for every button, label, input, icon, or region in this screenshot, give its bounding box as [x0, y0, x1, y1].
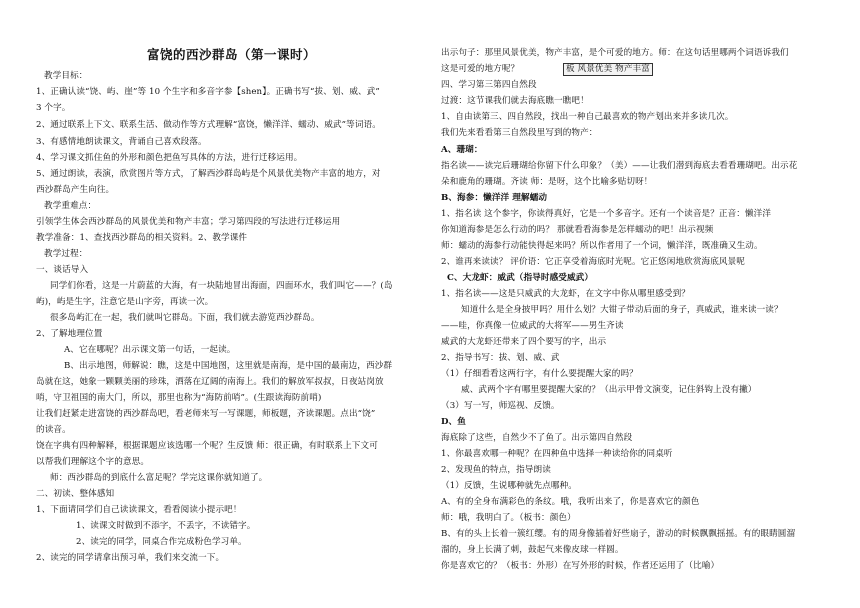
text-line: 2、指导书写：拔、划、威、武: [441, 353, 560, 363]
text-line: 2、读完的同学请拿出预习单，我们来交流一下。: [36, 553, 225, 563]
text-line: B、出示地图，师解说：瞧，这是中国地图，这里就是南海，是中国的最南边，西沙群: [64, 361, 393, 371]
subheading: A、珊瑚：: [441, 145, 483, 155]
text-line: 5、通过朗读，表演，欣赏图片等方式，了解西沙群岛屿是个风景优美物产丰富的地方，对: [36, 169, 381, 179]
text-line: 你知道海参是怎么行动的吗？ 那就看看海参是怎样蠕动的吧！出示视频: [441, 225, 714, 235]
text-line: 海底除了这些，自然少不了鱼了。出示第四自然段: [441, 433, 633, 443]
section-heading: 教学目标：: [44, 71, 88, 81]
text-line: 朵和鹿角的珊瑚。齐读 师：是呀，这个比喻多贴切呀！: [441, 177, 653, 187]
text-line: 1、指名读——这是只威武的大龙虾，在文字中你从哪里感受到？: [441, 289, 690, 299]
subheading: B、海参：懒洋洋 理解蠕动: [441, 193, 548, 203]
text-line: 出示句子：那里风景优美，物产丰富，是个可爱的地方。师：在这句话里哪两个词语诉我们: [441, 48, 789, 58]
text-line: 指名读——读完后珊瑚给你留下什么印象？（美）——让我们潜到海底去看看珊瑚吧。出示花: [441, 161, 798, 171]
text-line: 饶在字典有四种解释，根据课题应该选哪一个呢？生反馈 师：很正确，有时联系上下文可: [36, 441, 378, 451]
text-line: （1）反馈，生说哪种就先点哪种。: [441, 481, 577, 491]
text-line: 教学准备：1、查找西沙群岛的相关资料。2、教学课件: [36, 233, 248, 243]
text-line: 同学们你看，这是一片蔚蓝的大海，有一块陆地冒出海面，四面环水，我们叫它——？(岛: [50, 281, 393, 291]
section-heading: 二、初读、整体感知: [36, 489, 115, 499]
text-line: 2、发现鱼的特点，指导朗读: [441, 465, 551, 475]
text-line: 的读音。: [36, 425, 71, 435]
text-line: A、有的全身布满彩色的条纹。哦，我听出来了，你是喜欢它的颜色: [441, 497, 700, 507]
text-line: B、有的头上长着一簇红缨。有的周身像插着好些扇子，游动的时候飘飘摇摇。有的眼睛圆溜: [441, 529, 796, 539]
text-line: 让我们赶紧走进富饶的西沙群岛吧，看老师来写一写课题，师板题，齐读课题。点出“饶”: [36, 409, 376, 419]
text-line: 引领学生体会西沙群岛的风景优美和物产丰富；学习第四段的写法进行迁移运用: [36, 217, 341, 227]
text-line: 一、谈话导入: [36, 265, 89, 275]
subheading: C、大龙虾：威武（指导时感受威武）: [447, 273, 594, 283]
text-line: 2、读完的同学，同桌合作完成粉色学习单。: [76, 537, 247, 547]
text-line: 溜的，身上长满了刺，鼓起气来像皮球一样圆。: [441, 545, 624, 555]
text-line: 3、有感情地朗读课文，背诵自己喜欢段落。: [36, 137, 207, 147]
text-line: A、它在哪呢？出示课文第一句话，一起读。: [64, 345, 236, 355]
text-line: 1、下面请同学们自己读读课文，看看阅读小提示吧！: [36, 505, 242, 515]
text-line: （3）写一写，师巡视、反馈。: [441, 401, 560, 411]
text-line: 西沙群岛产生向往。: [36, 185, 115, 195]
section-heading: 教学重难点：: [44, 201, 97, 211]
text-line: （1）仔细看看这两行字，有什么要提醒大家的吗？: [441, 369, 638, 379]
text-line: 3 个字。: [36, 103, 71, 113]
text-line: 2、了解地理位置: [36, 329, 103, 339]
subheading: D、鱼: [441, 417, 466, 427]
text-line: 1、自由读第三、四自然段，找出一种自己最喜欢的物产划出来并多读几次。: [441, 112, 734, 122]
text-line: 1、指名读 这个参字，你读得真好，它是一个多音字。还有一个读音是？正音：懒洋洋: [441, 209, 772, 219]
text-line: 你是喜欢它的？（板书：外形）在写外形的时候，作者还运用了（比喻）: [441, 561, 720, 571]
text-line: 师：蠕动的海参行动能快得起来吗？所以作者用了一个词，懒洋洋，既准确又生动。: [441, 241, 763, 251]
text-line: 屿)，屿是生字，注意它是山字旁，再读一次。: [36, 297, 214, 307]
board-note: 板 风景优美 物产丰富: [563, 63, 653, 76]
text-line: 以帮我们理解这个字的意思。: [36, 457, 150, 467]
text-line: 1、你最喜欢哪一种呢？在四种鱼中选择一种读给你的同桌听: [441, 449, 673, 459]
text-line: 哨，守卫祖国的南大门，所以，那里也称为“海防前哨”。(生跟读海防前哨): [36, 393, 322, 403]
text-line: 这是可爱的地方呢？: [441, 64, 520, 74]
text-line: 我们先来看看第三自然段里写到的物产：: [441, 128, 598, 138]
text-line: 过渡：这节课我们就去海底瞧一瞧吧！: [441, 96, 589, 106]
page-title: 富饶的西沙群岛（第一课时）: [147, 47, 317, 62]
text-line: 1、正确认读“饶、屿、崖”等 10 个生字和多音字参【shen】。正确书写“拔、划、威、武”: [36, 87, 380, 97]
section-heading: 教学过程：: [44, 249, 88, 259]
text-line: ——哇，你真像一位威武的大将军——男生齐读: [441, 321, 624, 331]
text-line: 2、谁再来读读？ 评价语：它正享受着海底时光呢。它正悠闲地欣赏海底风景呢: [441, 257, 745, 267]
text-line: 很多岛屿汇在一起，我们就叫它群岛。下面，我们就去游览西沙群岛。: [50, 313, 320, 323]
text-line: 师：哦，我明白了。（板书：颜色）: [441, 513, 576, 523]
text-line: 师：西沙群岛的到底什么富足呢？学完这课你就知道了。: [50, 473, 268, 483]
text-line: 4、学习课文抓住鱼的外形和颜色把鱼写具体的方法，进行迁移运用。: [36, 153, 303, 163]
text-line: 2、通过联系上下文、联系生活、做动作等方式理解“富饶，懒洋洋、蠕动、威武”等词语。: [36, 120, 381, 130]
section-heading: 四、学习第三第四自然段: [441, 80, 537, 90]
text-line: 1、读课文时做到不添字，不丢字，不读错字。: [76, 521, 256, 531]
text-line: 威武的大龙虾还带来了四个要写的字，出示: [441, 337, 607, 347]
text-line: 知道什么是全身披甲吗？用什么划？大钳子带动后面的身子，真威武，谁来读一读？: [461, 305, 783, 315]
text-line: 威、武两个字有哪里要提醒大家的？（出示甲骨文演变，记住斜钩上没有撇）: [461, 385, 757, 395]
text-line: 岛就在这，她象一颗颗美丽的珍珠，洒落在辽阔的南海上。我们的解放军叔叔，日夜站岗放: [36, 377, 384, 387]
